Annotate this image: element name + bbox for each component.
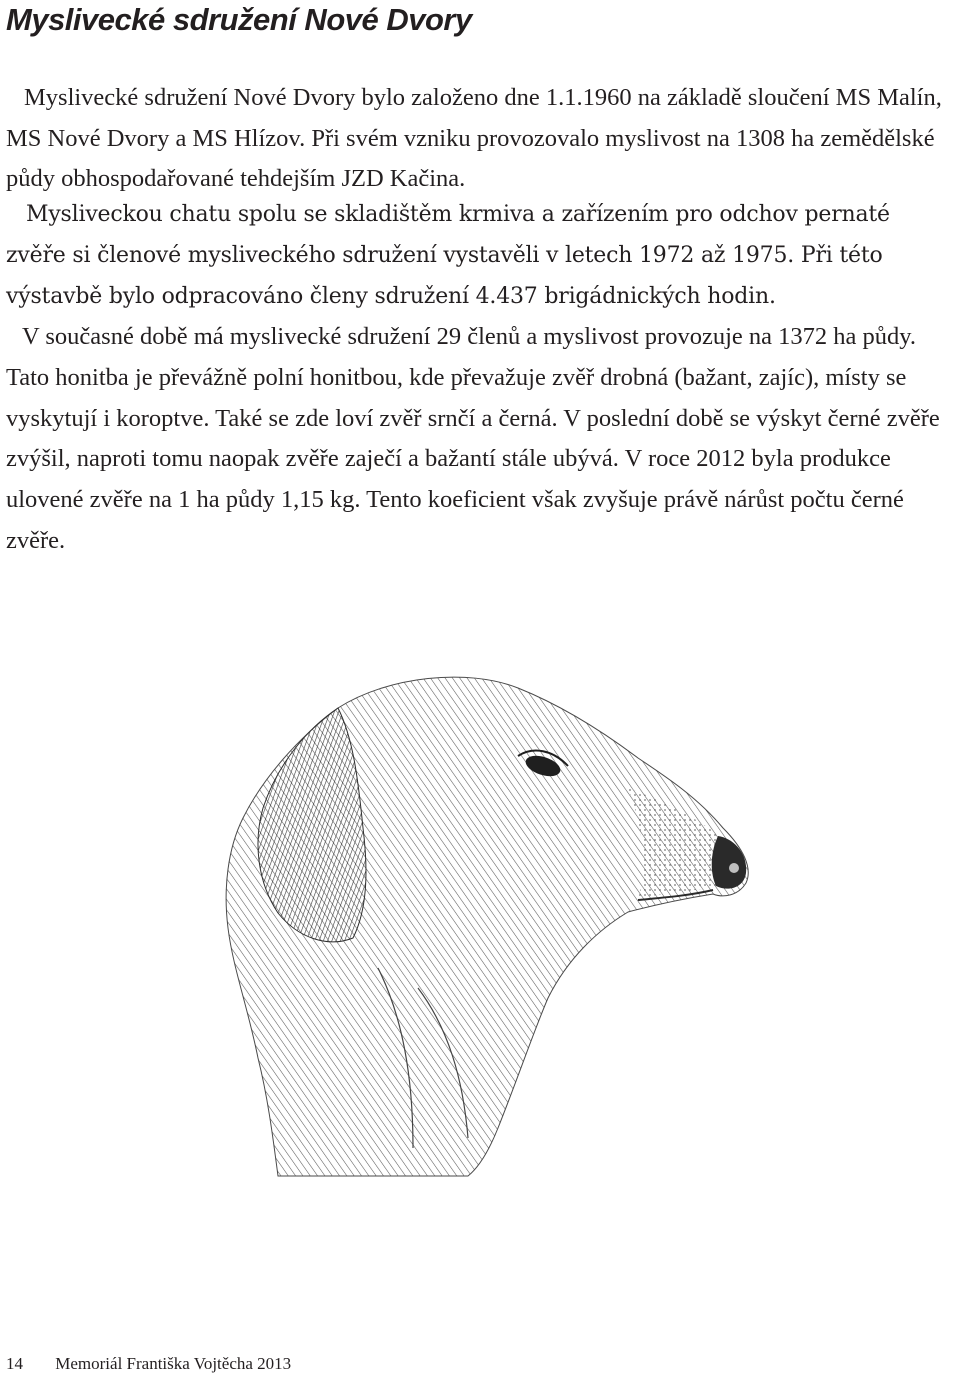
paragraph-founding: Myslivecké sdružení Nové Dvory bylo založeno dne 1.1.1960 na základě sloučení MS Malín, MS Nové Dvory a MS Hlízov. Při svém vzniku provozovalo myslivost na 1308 ha zemědělské půdy obhospodařované tehdejším JZD Kačina. — [6, 84, 942, 192]
paragraph-present: V současné době má myslivecké sdružení 29 členů a myslivost provozuje na 1372 ha půdy. Tato honitba je převážně polní honitbou, kde převažuje zvěř drobná (bažant, zajíc), místy se vyskytují i koroptve. Také se zde loví zvěř srnčí a černá. V poslední době se výskyt černé zvěře zvýšil, naproti tomu naopak zvěře zaječí a bažantí stále ubývá. V roce 2012 byla produkce ulovené zvěře na 1 ha půdy 1,15 kg. Tento koeficient však zvyšuje právě nárůst počtu černé zvěře. — [6, 323, 940, 554]
page-footer — [6, 1354, 291, 1374]
page-number: 14 — [6, 1354, 23, 1373]
paragraph-chalet: Mysliveckou chatu spolu se skladištěm krmiva a zařízením pro odchov pernaté zvěře si členové mysliveckého sdružení vystavěli v letech 1972 až 1975. Při této výstavbě bylo odpracováno členy sdružení 4.437 brigádnických hodin. — [6, 202, 890, 309]
page-title: Myslivecké sdružení Nové Dvory — [6, 2, 472, 37]
dog-head-illustration — [218, 668, 760, 1178]
publication-title: Memoriál Františka Vojtěcha 2013 — [55, 1354, 292, 1373]
